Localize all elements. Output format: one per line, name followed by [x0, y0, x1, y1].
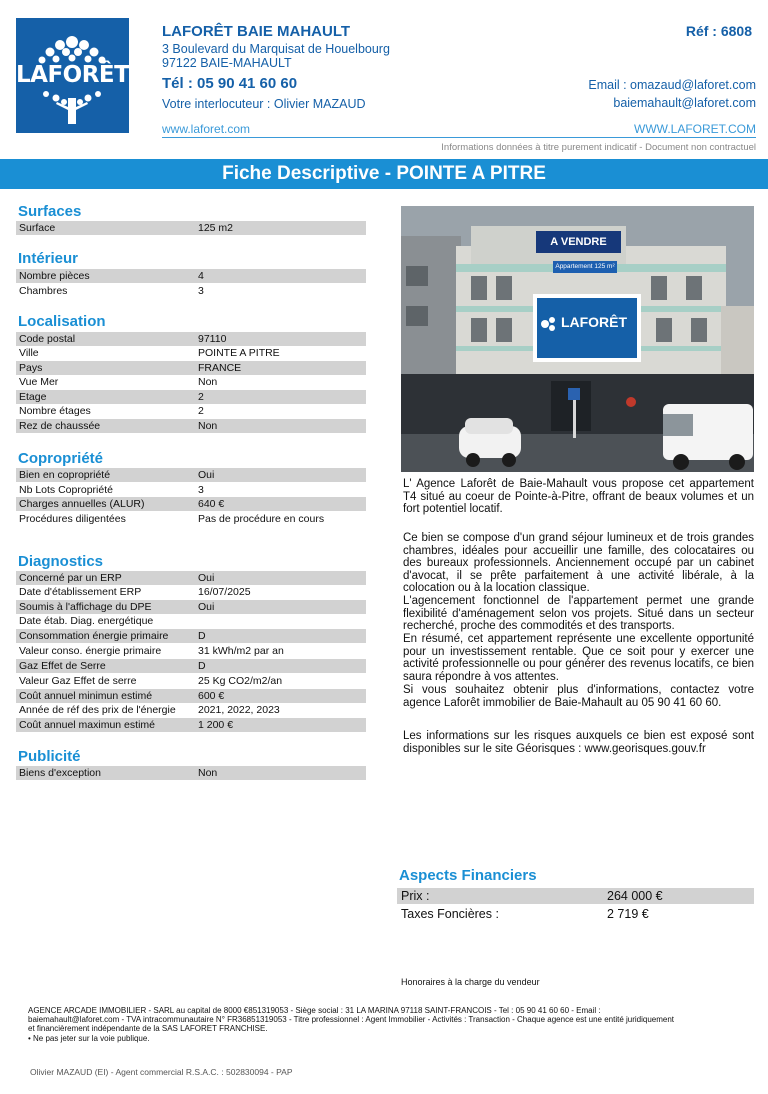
table-row: Biens d'exception Non [16, 766, 366, 780]
sign-a-vendre: A VENDRE [550, 236, 607, 248]
table-row: Date étab. Diag. energétique [19, 615, 154, 627]
logo-wordmark: LAFORÊT [16, 62, 129, 88]
section-title-copropriete: Copropriété [18, 450, 104, 467]
table-row: Coût annuel maximun estimé 1 200 € [16, 718, 366, 732]
table-row: Soumis à l'affichage du DPE Oui [16, 600, 366, 614]
sign-surface: Appartement 125 m² [555, 263, 615, 270]
section-title-diagnostics: Diagnostics [18, 553, 104, 570]
table-row: Ville POINTE A PITRE [19, 347, 280, 359]
fees-note: Honoraires à la charge du vendeur [401, 977, 540, 987]
description-paragraph: L'agencement fonctionnel de l'appartement permet une grande flexibilité d'aménagement selon vos projets. Situé dans un secteur recherché, proche des commodités et des transports. [403, 595, 754, 633]
table-row: Chambres 3 [19, 285, 204, 297]
table-row: Pays FRANCE [16, 361, 366, 375]
email-contact[interactable]: Email : omazaud@laforet.com [588, 78, 756, 92]
agency-name: LAFORÊT BAIE MAHAULT [162, 23, 351, 40]
page-title-banner: Fiche Descriptive - POINTE A PITRE [0, 159, 768, 189]
reference-number: Réf : 6808 [685, 23, 752, 39]
section-title-interieur: Intérieur [18, 250, 79, 267]
table-row: Gaz Effet de Serre D [16, 659, 366, 673]
property-photo [401, 206, 754, 472]
section-title-localisation: Localisation [18, 313, 106, 330]
table-row: Charges annuelles (ALUR) 640 € [16, 497, 366, 511]
contact-person: Votre interlocuteur : Olivier MAZAUD [162, 97, 366, 111]
section-title-finance: Aspects Financiers [399, 867, 537, 884]
table-row: Procédures diligentées Pas de procédure en cours [19, 513, 325, 525]
legal-footer: AGENCE ARCADE IMMOBILIER - SARL au capital de 8000 €851319053 - Siège social : 31 LA MARINA 97118 SAINT-FRANCOIS - Tel : 05 90 41 60 60 - Email : baiemahault@laforet.com - TVA intracommunautaire N° FR36851319053 - Titre professionnel : Agent Immobilier - Activités : Transaction - Chaque agence est une entité juridiquement et financièrement indépendante de la SAS LAFORET FRANCHISE. • Ne pas jeter sur la voie publique. [28, 1006, 675, 1043]
header-divider [162, 137, 756, 138]
table-row: Nb Lots Copropriété 3 [19, 484, 204, 496]
email-agency[interactable]: baiemahault@laforet.com [613, 96, 756, 110]
table-row: Consommation énergie primaire D [16, 629, 366, 643]
website-link-left[interactable]: www.laforet.com [162, 122, 251, 136]
description-paragraph: L' Agence Laforêt de Baie-Mahault vous propose cet appartement T4 situé au coeur de Pointe-à-Pitre, offrant de beaux volumes et un fort potentiel locatif. [403, 478, 754, 516]
tax-row: Taxes Foncières : 2 719 € [401, 907, 649, 921]
table-row: Coût annuel minimun estimé 600 € [16, 689, 366, 703]
price-row: Prix : 264 000 € [397, 888, 754, 904]
section-title-surfaces: Surfaces [18, 203, 82, 220]
section-title-publicite: Publicité [18, 748, 81, 765]
agency-address-city: 97122 BAIE-MAHAULT [162, 56, 292, 70]
agency-address-street: 3 Boulevard du Marquisat de Houelbourg [162, 42, 390, 56]
table-row: Date d'établissement ERP 16/07/2025 [19, 586, 251, 598]
agency-phone[interactable]: Tél : 05 90 41 60 60 [162, 75, 298, 92]
table-row: Etage 2 [16, 390, 366, 404]
disclaimer: Informations données à titre purement indicatif - Document non contractuel [441, 142, 756, 153]
table-row: Valeur conso. énergie primaire 31 kWh/m2 par an [19, 645, 284, 657]
description-paragraph: En résumé, cet appartement représente une excellente opportunité pour un investissement rentable. Que ce soit pour y exercer une activité professionnelle ou pour générer des revenus locatifs, ce bien saura répondre à vos attentes. [403, 633, 754, 683]
table-row: Surface 125 m2 [16, 221, 366, 235]
website-link-right[interactable]: WWW.LAFORET.COM [634, 122, 756, 136]
table-row: Vue Mer Non [19, 376, 218, 388]
description-paragraph: Les informations sur les risques auxquels ce bien est exposé sont disponibles sur le site Géorisques : www.georisques.gouv.fr [403, 730, 754, 755]
description-paragraph: Ce bien se compose d'un grand séjour lumineux et de trois grandes chambres, idéales pour accueillir une famille, des colocataires ou des bureaux professionnels. Anciennement occupé par un cabinet d'avocat, il se prête parfaitement à une activité libérale, à la colocation ou à la location classique. [403, 532, 754, 595]
laforet-logo [16, 18, 129, 133]
table-row: Code postal 97110 [16, 332, 366, 346]
description-paragraph: Si vous souhaitez obtenir plus d'informations, contactez votre agence Laforêt immobilier de Baie-Mahault au 05 90 41 60 60. [403, 684, 754, 709]
table-row: Bien en copropriété Oui [16, 468, 366, 482]
table-row: Nombre pièces 4 [16, 269, 366, 283]
table-row: Rez de chaussée Non [16, 419, 366, 433]
table-row: Année de réf des prix de l'énergie 2021, 2022, 2023 [19, 704, 280, 716]
table-row: Valeur Gaz Effet de serre 25 Kg CO2/m2/an [19, 675, 283, 687]
table-row: Concerné par un ERP Oui [16, 571, 366, 585]
agent-info: Olivier MAZAUD (EI) - Agent commercial R.S.A.C. : 502830094 - PAP [30, 1067, 293, 1077]
sign-laforet: LAFORÊT [560, 314, 628, 330]
table-row: Nombre étages 2 [19, 405, 204, 417]
